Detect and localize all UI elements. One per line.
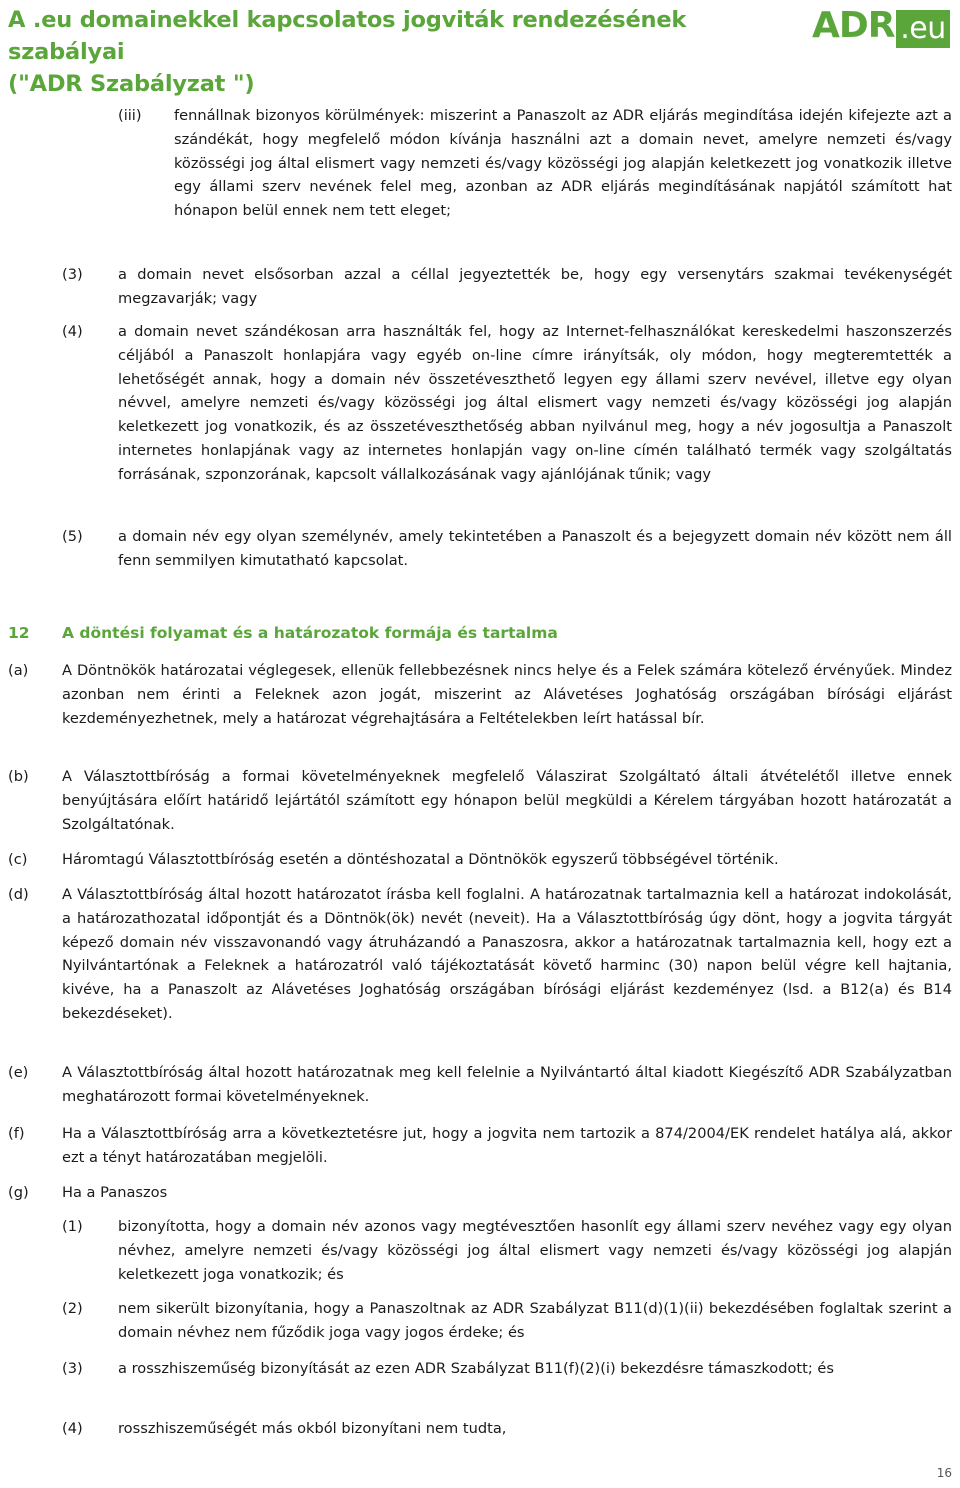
- list-item-number: (d): [8, 886, 29, 903]
- sub-item-text: rosszhiszeműségét más okból bizonyítani nem tudta,: [118, 1420, 507, 1437]
- list-item-text: Háromtagú Választottbíróság esetén a döntéshozatal a Döntnökök egyszerű többségével történik.: [62, 851, 779, 868]
- list-item-text: a domain nevet szándékosan arra használták fel, hogy az Internet-felhasználókat kereskedelmi haszonszerzés céljából a Panaszolt honlapjára vagy egyéb on-line címre irányítsák, oly módon, hogy megteremtették a lehetőségét annak, hogy a domain név összetéveszthető legyen egy állami szerv nevével, illetve egy olyan névvel, amelyre nemzeti és/vagy közösségi jog által elismert vagy nemzeti és/vagy közösségi jog alapján keletkezett jog vonatkozik, és az összetéveszthetőség abban nyilvánul meg, hogy a név jogosultja a Panaszolt internetes honlapjának vagy az internetes honlapján vagy on-line címén található termék vagy szolgáltatás forrásának, szponzorának, kapcsolt vállalkozásának vagy ajánlójának tűnik; vagy: [118, 323, 952, 483]
- list-item-number: (c): [8, 851, 28, 868]
- logo-eu-box: .eu: [896, 10, 950, 48]
- list-item-number: (3): [62, 266, 83, 283]
- list-item-number: (5): [62, 528, 83, 545]
- sub-item-number: (2): [62, 1300, 83, 1317]
- list-item-number: (a): [8, 662, 29, 679]
- adr-eu-logo: [812, 4, 952, 48]
- list-item-text: A Választottbíróság a formai követelményeknek megfelelő Válaszirat Szolgáltató általi átvételétől illetve ennek benyújtására előírt határidő lejártától számított egy hónapon belül megküldi a Kérelem tárgyában hozott határozatát a Szolgáltatónak.: [62, 768, 952, 833]
- list-item-text: A Választottbíróság által hozott határozatnak meg kell felelnie a Nyilvántartó által kiadott Kiegészítő ADR Szabályzatban meghatározott formai követelményeknek.: [62, 1064, 952, 1105]
- sub-item-number: (1): [62, 1218, 83, 1235]
- list-item-text: a domain nevet elsősorban azzal a céllal jegyeztették be, hogy egy versenytárs szakmai tevékenységét megzavarják; vagy: [118, 266, 952, 307]
- sub-item-number: (4): [62, 1420, 83, 1437]
- header-title-line-1: A .eu domainekkel kapcsolatos jogviták rendezésének szabályai: [8, 7, 687, 65]
- sub-item-text: nem sikerült bizonyítania, hogy a Panaszoltnak az ADR Szabályzat B11(d)(1)(ii) bekezdésében foglaltak szerint a domain névhez nem fűződik joga vagy jogos érdeke; és: [118, 1300, 952, 1341]
- sub-item-text: a rosszhiszeműség bizonyítását az ezen ADR Szabályzat B11(f)(2)(i) bekezdésre támaszkodott; és: [118, 1360, 834, 1377]
- section-title: A döntési folyamat és a határozatok formája és tartalma: [62, 624, 558, 642]
- list-item-text: A Döntnökök határozatai véglegesek, ellenük fellebbezésnek nincs helye és a Felek számára kötelező érvényűek. Mindez azonban nem érinti a Feleknek azon jogát, miszerint az Alávetéses Joghatóság országában bírósági eljárást kezdeményezhetnek, mely a határozat végrehajtására a Feltételekben leírt hatással bír.: [62, 662, 952, 727]
- header-title-line-2: ("ADR Szabályzat "): [8, 71, 255, 97]
- list-item-number: (g): [8, 1184, 29, 1201]
- section-number: 12: [8, 624, 30, 642]
- list-item-number: (e): [8, 1064, 29, 1081]
- logo-adr-text: ADR: [812, 5, 895, 46]
- list-item-number: (4): [62, 323, 83, 340]
- list-item-number: (b): [8, 768, 29, 785]
- sub-item-number: (3): [62, 1360, 83, 1377]
- sub-item-text: bizonyította, hogy a domain név azonos vagy megtévesztően hasonlít egy állami szerv nevéhez vagy egy olyan névhez, amelyre nemzeti és/vagy közösségi jog által elismert vagy nemzeti és/vagy közösségi jog alapján keletkezett joga vonatkozik; és: [118, 1218, 952, 1283]
- list-item-text: Ha a Panaszos: [62, 1184, 168, 1201]
- list-item-text: A Választottbíróság által hozott határozatot írásba kell foglalni. A határozatnak tartalmaznia kell a határozat indokolását, a határozathozatal időpontját és a Döntnök(ök) nevét (neveit). Ha a Választottbíróság úgy dönt, hogy a jogvita tárgyát képező domain név visszavonandó vagy átruházandó a Panaszosra, akkor a határozatnak tartalmaznia kell, hogy ezt a Nyilvántartónak a Feleknek a határozatról való tájékoztatását követő harminc (30) napon belül végre kell hajtania, kivéve, ha a Panaszolt az Alávetéses Joghatóság országában bírósági eljárást kezdeményez (lsd. a B12(a) és B14 bekezdéseket).: [62, 886, 952, 1022]
- document-header-title: [8, 4, 788, 100]
- section-heading: [8, 621, 558, 645]
- list-item-text: a domain név egy olyan személynév, amely tekintetében a Panaszolt és a bejegyzett domain név között nem áll fenn semmilyen kimutatható kapcsolat.: [118, 528, 952, 569]
- list-item-text: Ha a Választottbíróság arra a következtetésre jut, hogy a jogvita nem tartozik a 874/2004/EK rendelet hatálya alá, akkor ezt a tényt határozatában megjelöli.: [62, 1125, 952, 1166]
- list-item-number: (f): [8, 1125, 25, 1142]
- list-item-number: (iii): [118, 107, 142, 124]
- list-item-text: fennállnak bizonyos körülmények: miszerint a Panaszolt az ADR eljárás megindítása idején kifejezte azt a szándékát, hogy megfelelő módon kívánja használni azt a domain nevet, amelyre nemzeti és/vagy közösségi jog által elismert vagy nemzeti és/vagy közösségi jog alapján keletkezett jog vonatkozik illetve egy állami szerv nevének felel meg, azonban az ADR eljárás megindításának napjától számított hat hónapon belül ennek nem tett eleget;: [174, 107, 952, 220]
- page-number: 16: [936, 1466, 952, 1480]
